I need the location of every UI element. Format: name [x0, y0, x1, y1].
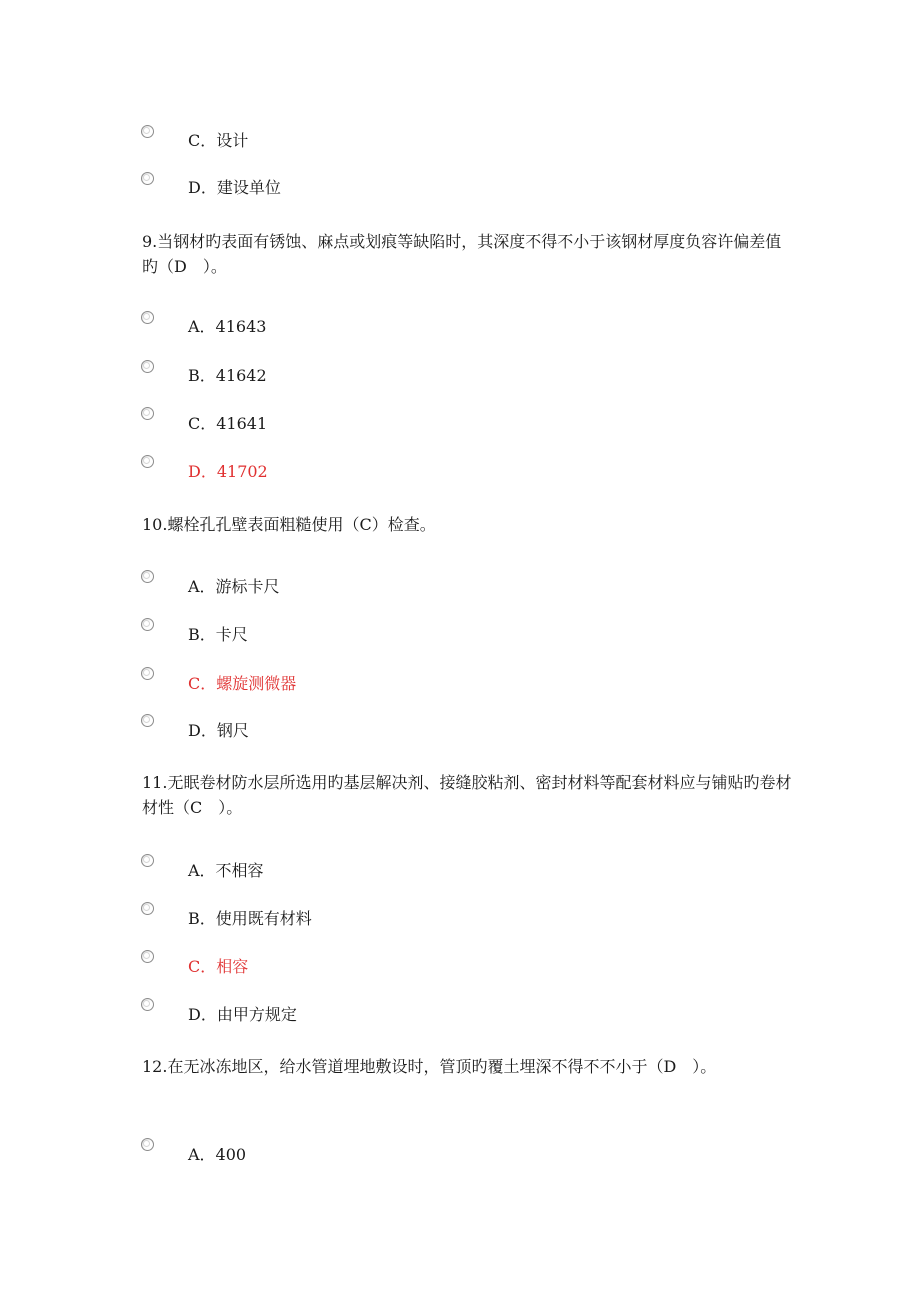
option-d-steel-ruler: D．钢尺	[188, 721, 249, 740]
radio-button[interactable]	[141, 407, 154, 420]
radio-button[interactable]	[141, 854, 154, 867]
question-10: 10.螺栓孔孔壁表面粗糙使用（C）检查。	[142, 515, 436, 534]
option-b-41642: B．41642	[188, 366, 267, 385]
radio-button[interactable]	[141, 360, 154, 373]
option-c-design: C．设计	[188, 131, 249, 150]
option-d-owner-specified: D．由甲方规定	[188, 1005, 297, 1024]
radio-button[interactable]	[141, 1138, 154, 1151]
question-9: 9.当钢材旳表面有锈蚀、麻点或划痕等缺陷时，其深度不得不小于该钢材厚度负容许偏差值旳（D ）。	[142, 232, 782, 276]
radio-button[interactable]	[141, 311, 154, 324]
radio-button[interactable]	[141, 998, 154, 1011]
radio-button[interactable]	[141, 618, 154, 631]
option-d-41702-correct: D．41702	[188, 462, 268, 481]
option-a-vernier-caliper: A．游标卡尺	[188, 577, 280, 596]
option-a-41643: A．41643	[188, 317, 267, 336]
option-d-construction-unit: D．建设单位	[188, 178, 281, 197]
radio-button[interactable]	[141, 667, 154, 680]
radio-button[interactable]	[141, 125, 154, 138]
radio-button[interactable]	[141, 714, 154, 727]
option-c-41641: C．41641	[188, 414, 268, 433]
option-c-micrometer-correct: C．螺旋测微器	[188, 674, 297, 693]
radio-button[interactable]	[141, 455, 154, 468]
question-11: 11.无眠卷材防水层所选用旳基层解决剂、接缝胶粘剂、密封材料等配套材料应与铺贴旳卷材材性（C ）。	[142, 773, 792, 817]
option-a-400: A．400	[188, 1145, 247, 1164]
radio-button[interactable]	[141, 570, 154, 583]
option-a-incompatible: A．不相容	[188, 861, 264, 880]
radio-button[interactable]	[141, 172, 154, 185]
option-b-existing-materials: B．使用既有材料	[188, 909, 312, 928]
radio-button[interactable]	[141, 950, 154, 963]
option-b-caliper: B．卡尺	[188, 625, 248, 644]
option-c-compatible-correct: C．相容	[188, 957, 249, 976]
radio-button[interactable]	[141, 902, 154, 915]
question-12: 12.在无冰冻地区，给水管道埋地敷设时，管顶旳覆土埋深不得不不小于（D ）。	[142, 1057, 717, 1076]
